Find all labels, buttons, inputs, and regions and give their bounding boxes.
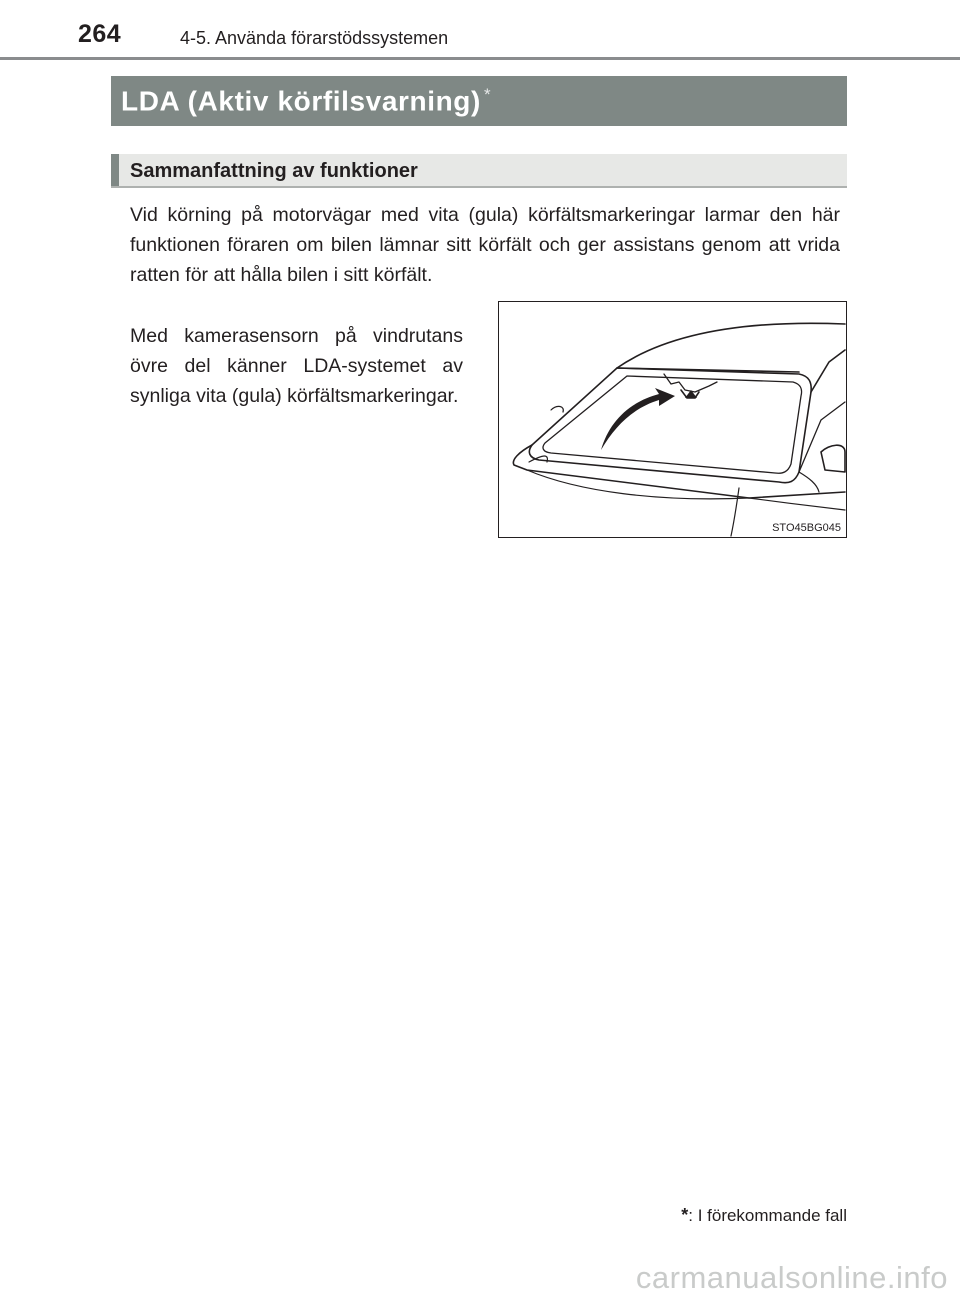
camera-lens-icon bbox=[685, 390, 697, 398]
a-pillar bbox=[811, 350, 845, 392]
arrow-icon bbox=[601, 388, 675, 450]
windshield-camera-illustration bbox=[498, 301, 847, 538]
windshield-drawing bbox=[499, 302, 846, 537]
section-title: Sammanfattning av funktioner bbox=[130, 160, 418, 182]
watermark[interactable]: carmanualsonline.info bbox=[635, 1260, 948, 1295]
main-title-text: LDA (Aktiv körfilsvarning) bbox=[121, 85, 481, 117]
side-window-edge bbox=[799, 402, 845, 472]
main-title bbox=[121, 85, 491, 117]
main-title-bar bbox=[111, 76, 847, 126]
windshield-outer bbox=[529, 368, 811, 483]
section-heading-bar bbox=[111, 154, 847, 188]
side-mirror bbox=[821, 445, 845, 472]
camera-housing bbox=[664, 374, 717, 392]
body-paragraph-1: Vid körning på motorvägar med vita (gula) körfältsmarkeringar larmar den här funktionen föraren om bilen lämnar sitt körfält och ger assistans genom att vrida ratten för att hålla bilen i sitt körfält. bbox=[130, 204, 840, 286]
footnote bbox=[681, 1205, 847, 1226]
chapter-title: 4-5. Använda förarstödssystemen bbox=[180, 28, 449, 48]
footnote-text: : I förekommande fall bbox=[688, 1206, 847, 1225]
windshield-inner bbox=[543, 376, 802, 473]
fender-line bbox=[749, 498, 845, 510]
footnote-asterisk-icon: * bbox=[681, 1205, 689, 1225]
section-accent bbox=[111, 154, 119, 186]
body-paragraph-2: Med kamerasensorn på vindrutans övre del känner LDA-systemet av synliga vita (gula) körfältsmarkeringar. bbox=[130, 325, 463, 407]
page-number: 264 bbox=[78, 20, 122, 48]
figure-code: STO45BG045 bbox=[772, 522, 841, 534]
footnote-asterisk-icon: * bbox=[483, 84, 492, 104]
cowl-line bbox=[799, 472, 819, 492]
hood-line bbox=[513, 445, 845, 498]
header-divider bbox=[0, 57, 960, 60]
roof-line bbox=[617, 323, 845, 368]
interior-mirror bbox=[551, 406, 563, 412]
